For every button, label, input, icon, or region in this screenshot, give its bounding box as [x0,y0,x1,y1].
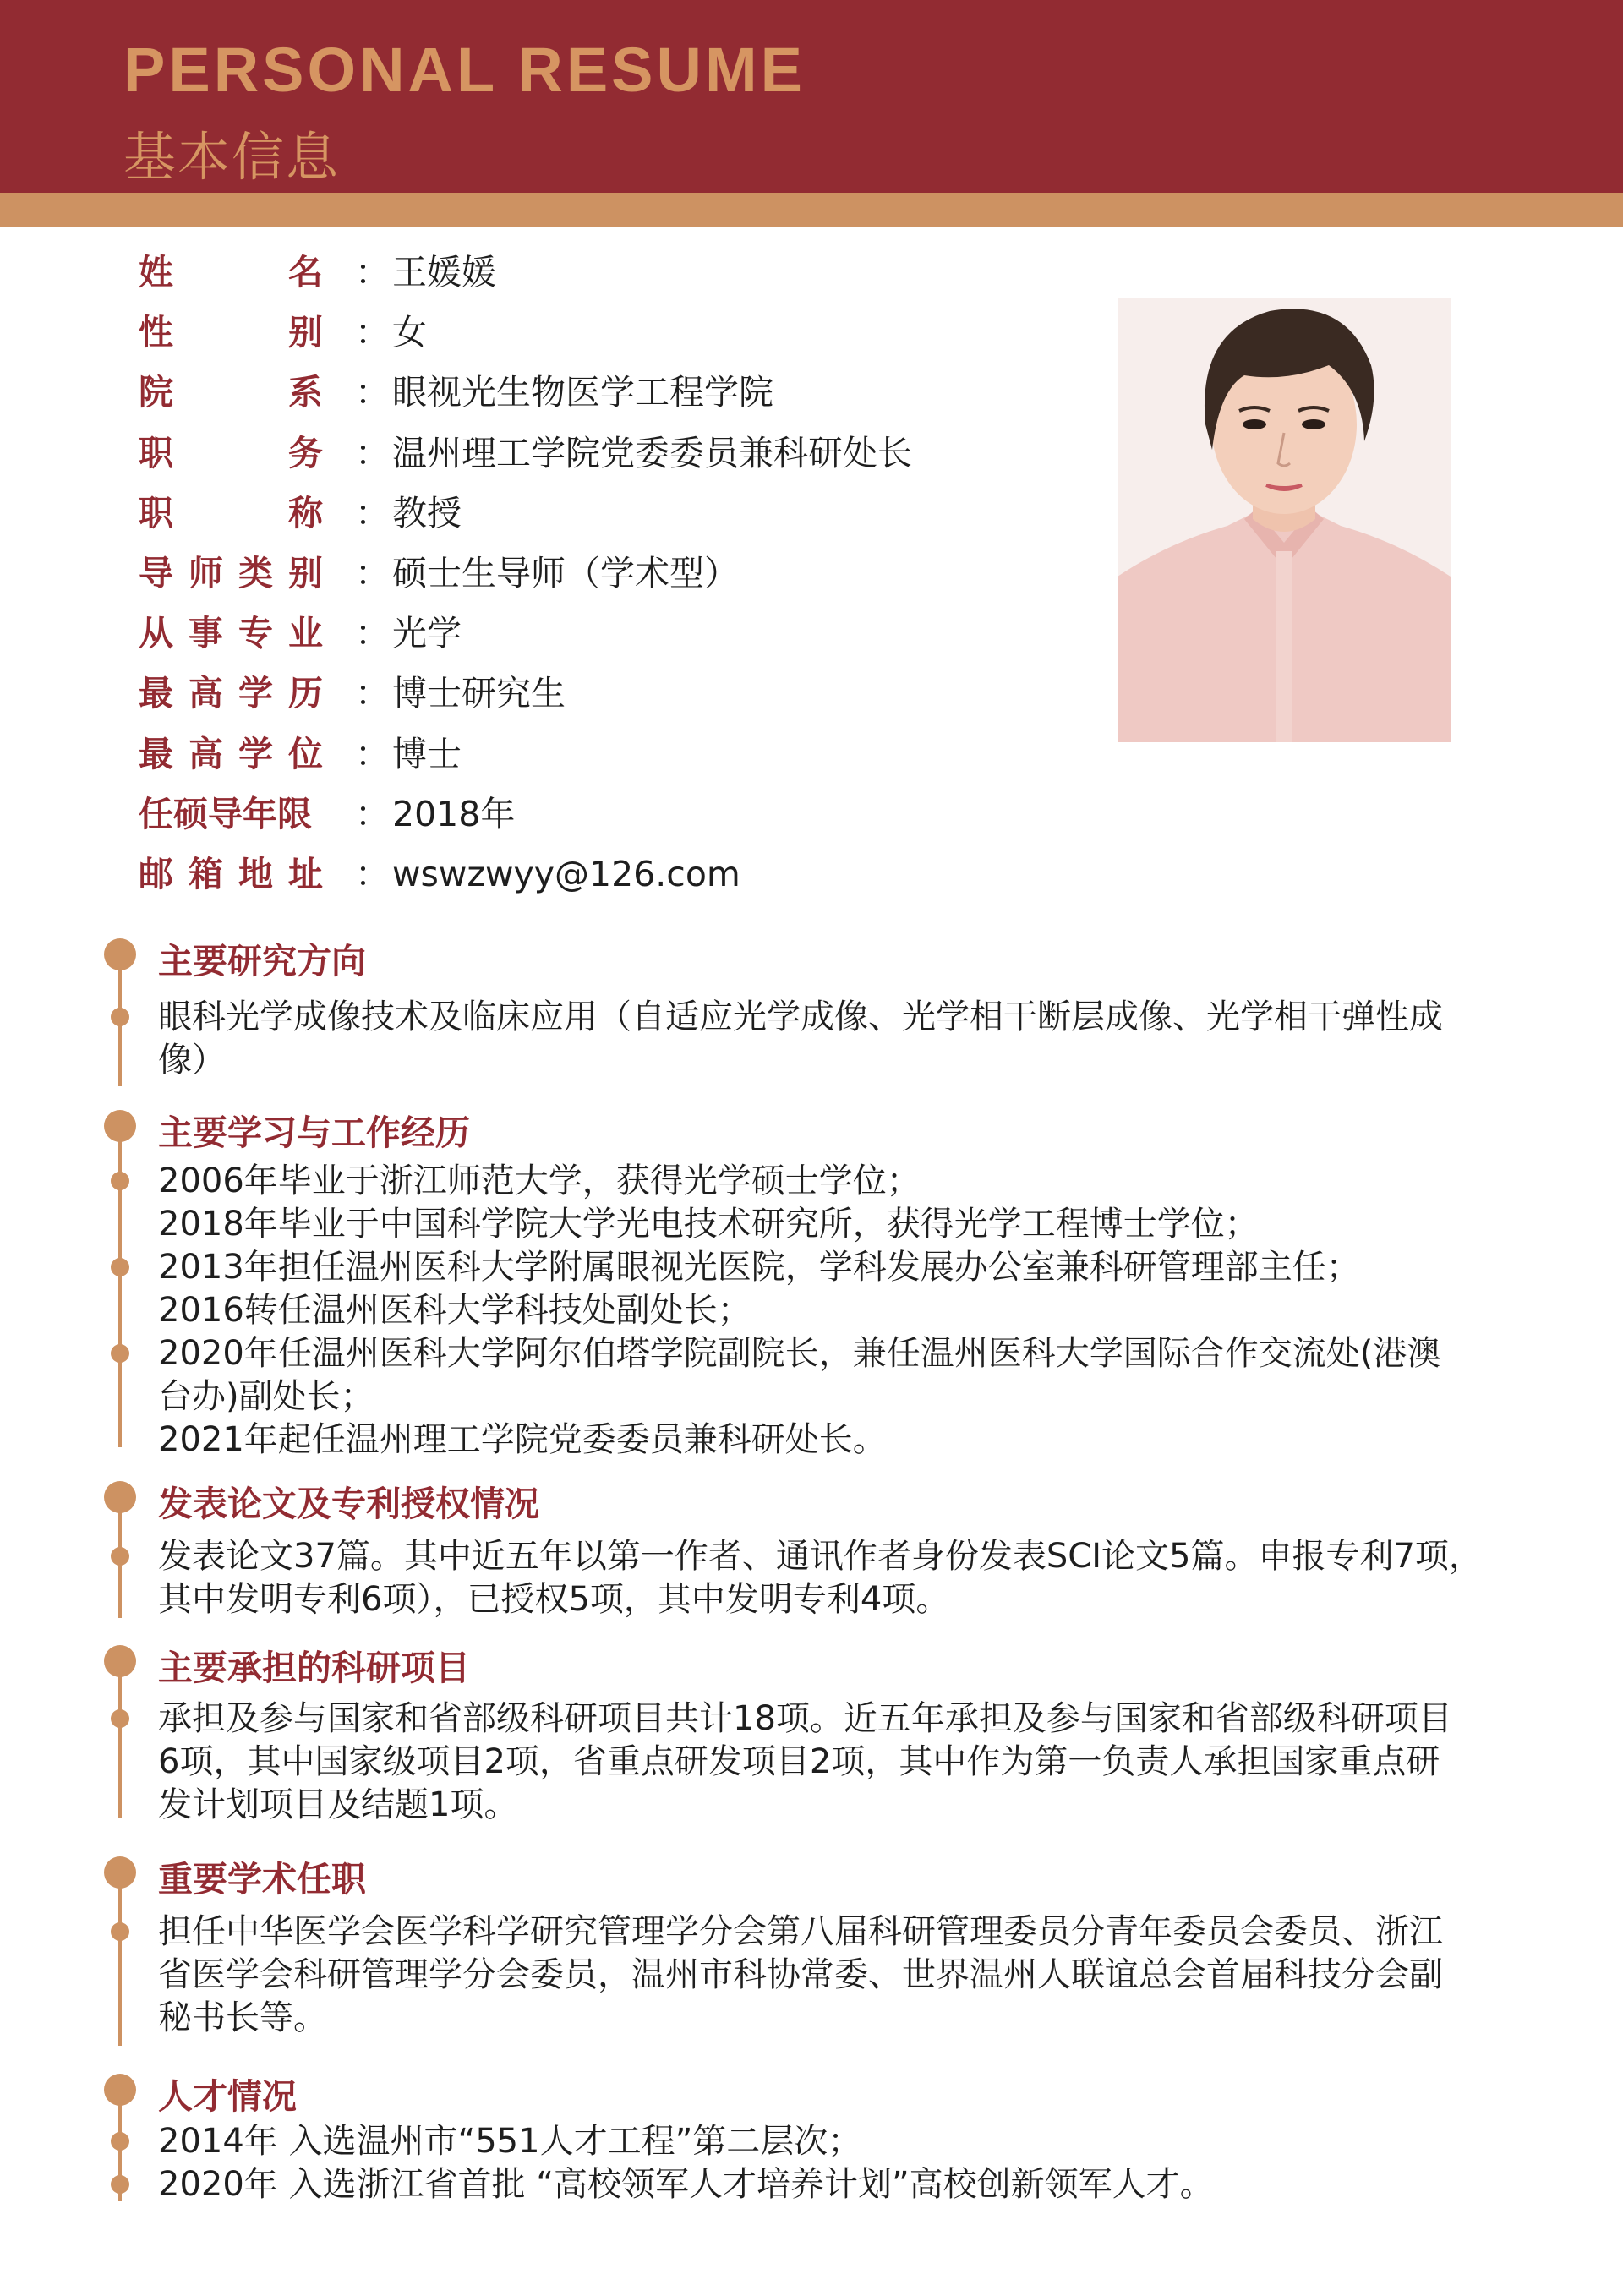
info-colon: ： [355,432,390,473]
info-label-char: 职 [139,432,173,473]
info-label [139,307,323,358]
info-label-char: 系 [288,372,323,413]
info-label [139,548,323,599]
timeline-line [118,1885,122,2046]
info-row [139,729,1068,779]
info-label-char: 院 [139,372,173,413]
timeline-bullet [111,1258,129,1276]
info-value: 王媛媛 [392,252,496,292]
section-line: 2006年毕业于浙江师范大学，获得光学硕士学位； [158,1162,921,1200]
info-row [139,668,1068,719]
section-line: 2016转任温州医科大学科技处副处长； [158,1291,751,1330]
section-title: 主要研究方向 [158,941,366,981]
info-label-char: 高 [189,733,223,774]
info-label [139,668,323,719]
section-body [158,996,1527,1082]
info-label-char: 别 [288,312,323,353]
info-value: wswzwyy@126.com [392,854,740,894]
info-label [139,608,323,659]
timeline-bullet [111,1008,129,1026]
section-body [158,1911,1527,2040]
timeline-node [104,1110,136,1142]
info-value: 博士 [392,733,462,774]
timeline-bullet [111,2175,129,2194]
info-colon: ： [355,854,390,894]
info-label-char: 邮 [139,854,173,894]
info-value: 博士研究生 [392,673,566,714]
timeline-node [104,938,136,970]
info-label-char: 称 [288,492,323,533]
info-value: 眼视光生物医学工程学院 [392,372,773,413]
section-line: 2020年任温州医科大学阿尔伯塔学院副院长，兼任温州医科大学国际合作交流处(港澳 [158,1334,1441,1373]
info-label-char: 高 [189,673,223,714]
section-title: 主要承担的科研项目 [158,1648,470,1688]
timeline-node [104,2074,136,2106]
section-title: 重要学术任职 [158,1859,366,1900]
info-label-char: 地 [238,854,273,894]
info-value: 2018年 [392,793,516,834]
section-line: 发表论文37篇。其中近五年以第一作者、通讯作者身份发表SCI论文5篇。申报专利7项， [158,1537,1483,1576]
header-stripe [0,193,1623,227]
section-line: 台办)副处长； [158,1377,374,1416]
section-body [158,1535,1527,1621]
info-label-char: 务 [288,432,323,473]
info-label-char: 名 [288,252,323,292]
info-label-char: 最 [139,733,173,774]
info-label [139,488,323,538]
info-colon: ： [355,312,390,353]
timeline-line [118,1674,122,1818]
section-body [158,1697,1527,1827]
info-row [139,488,1068,538]
info-row [139,548,1068,599]
info-label-char: 任硕导年限 [139,793,312,834]
timeline-bullet [111,1344,129,1363]
timeline-node [104,1481,136,1513]
section-line: 省医学会科研管理学分会委员，温州市科协常委、世界温州人联谊总会首届科技分会副 [158,1955,1443,1994]
section-line: 秘书长等。 [158,1998,327,2037]
info-value: 温州理工学院党委委员兼科研处长 [392,432,912,473]
info-label-char: 箱 [189,854,223,894]
info-row [139,789,1068,839]
info-label [139,789,323,839]
info-label-char: 性 [139,312,173,353]
section-line: 2018年毕业于中国科学院大学光电技术研究所，获得光学工程博士学位； [158,1205,1259,1244]
section-body [158,1160,1527,1462]
section-line: 承担及参与国家和省部级科研项目共计18项。近五年承担及参与国家和省部级科研项目 [158,1699,1452,1738]
info-colon: ： [355,733,390,774]
info-label-char: 历 [288,673,323,714]
timeline-bullet [111,1922,129,1941]
section-line: 2014年 入选温州市“551人才工程”第二层次； [158,2122,862,2161]
info-colon: ： [355,673,390,714]
info-label-char: 从 [139,613,173,654]
info-row [139,307,1068,358]
section-title: 发表论文及专利授权情况 [158,1484,539,1524]
timeline-bullet [111,1172,129,1190]
info-label [139,367,323,418]
info-value: 女 [392,312,427,353]
info-label-char: 职 [139,492,173,533]
info-row [139,608,1068,659]
info-value: 教授 [392,492,462,533]
info-label-char: 别 [288,553,323,593]
info-label-char: 位 [288,733,323,774]
info-label-char: 学 [238,673,273,714]
resume-title-en: PERSONAL RESUME [123,35,806,105]
info-label-char: 业 [288,613,323,654]
section-title: 人才情况 [158,2076,297,2117]
timeline-bullet [111,1547,129,1566]
section-line: 2013年担任温州医科大学附属眼视光医院，学科发展办公室兼科研管理部主任； [158,1248,1360,1287]
section-body [158,2120,1527,2206]
profile-photo [1118,298,1451,742]
info-value: 硕士生导师（学术型） [392,553,739,593]
section-line: 眼科光学成像技术及临床应用（自适应光学成像、光学相干断层成像、光学相干弹性成 [158,998,1443,1036]
info-label [139,428,323,478]
info-label [139,849,323,899]
info-colon: ： [355,553,390,593]
info-label [139,247,323,298]
info-row [139,367,1068,418]
info-row [139,247,1068,298]
info-label-char: 事 [189,613,223,654]
info-label [139,729,323,779]
timeline-node [104,1645,136,1677]
info-colon: ： [355,252,390,292]
section-line: 发计划项目及结题1项。 [158,1785,518,1824]
info-label-char: 师 [189,553,223,593]
info-label-char: 最 [139,673,173,714]
section-title: 主要学习与工作经历 [158,1112,470,1153]
info-label-char: 专 [238,613,273,654]
timeline-node [104,1856,136,1889]
info-colon: ： [355,372,390,413]
portrait-image [1118,298,1451,742]
info-label-char: 姓 [139,252,173,292]
section-line: 担任中华医学会医学科学研究管理学分会第八届科研管理委员分青年委员会委员、浙江 [158,1912,1443,1951]
info-colon: ： [355,793,390,834]
info-label-char: 类 [238,553,273,593]
info-value: 光学 [392,613,462,654]
info-label-char: 学 [238,733,273,774]
section-line: 6项，其中国家级项目2项，省重点研发项目2项，其中作为第一负责人承担国家重点研 [158,1742,1440,1781]
timeline-line [118,967,122,1086]
info-row [139,428,1068,478]
section-line: 其中发明专利6项），已授权5项，其中发明专利4项。 [158,1580,950,1619]
resume-title-cn: 基本信息 [123,126,341,188]
info-label-char: 址 [288,854,323,894]
section-line: 像） [158,1041,226,1080]
info-colon: ： [355,492,390,533]
timeline-bullet [111,1709,129,1728]
section-line: 2021年起任温州理工学院党委委员兼科研处长。 [158,1420,887,1459]
section-line: 2020年 入选浙江省首批 “高校领军人才培养计划”高校创新领军人才。 [158,2165,1214,2204]
info-row [139,849,1068,899]
timeline-bullet [111,2132,129,2151]
info-label-char: 导 [139,553,173,593]
info-colon: ： [355,613,390,654]
